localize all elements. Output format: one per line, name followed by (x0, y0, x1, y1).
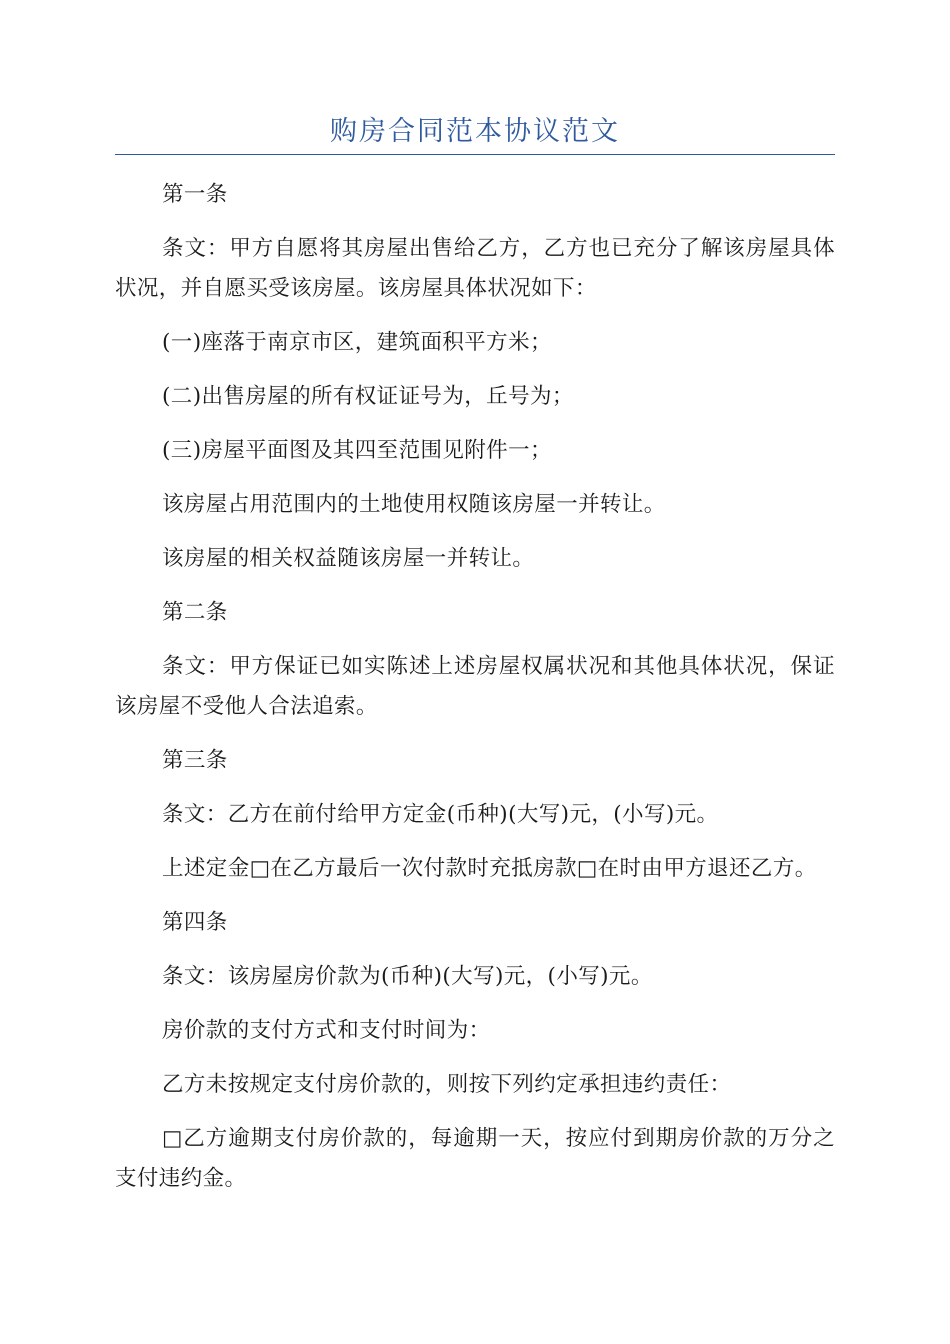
article-heading-2: 第二条 (162, 600, 228, 625)
paragraph: 条文：乙方在前付给甲方定金(币种)(大写)元，(小写)元。 (162, 802, 719, 827)
paragraph: (二)出售房屋的所有权证证号为，丘号为； (162, 384, 574, 409)
paragraph: 该房屋的相关权益随该房屋一并转让。 (162, 546, 535, 571)
document-title: 购房合同范本协议范文 (330, 116, 620, 147)
article-heading-3: 第三条 (162, 748, 228, 773)
document-body (115, 175, 835, 1213)
article-heading-1: 第一条 (162, 182, 228, 207)
paragraph: (一)座落于南京市区，建筑面积平方米； (162, 330, 552, 355)
paragraph: (三)房屋平面图及其四至范围见附件一； (162, 438, 552, 463)
paragraph: 条文：该房屋房价款为(币种)(大写)元，(小写)元。 (162, 964, 653, 989)
paragraph: 房价款的支付方式和支付时间为： (162, 1018, 491, 1043)
paragraph: 该房屋占用范围内的土地使用权随该房屋一并转让。 (162, 492, 666, 517)
paragraph: 条文：甲方自愿将其房屋出售给乙方，乙方也已充分了解该房屋具体状况，并自愿买受该房屋。该房屋具体状况如下： (115, 236, 835, 301)
paragraph: 乙方未按规定支付房价款的，则按下列约定承担违约责任： (162, 1072, 732, 1097)
paragraph: 条文：甲方保证已如实陈述上述房屋权属状况和其他具体状况，保证该房屋不受他人合法追索。 (115, 654, 835, 719)
article-heading-4: 第四条 (162, 910, 228, 935)
paragraph: □乙方逾期支付房价款的，每逾期一天，按应付到期房价款的万分之支付违约金。 (115, 1126, 835, 1191)
paragraph: 上述定金□在乙方最后一次付款时充抵房款□在时由甲方退还乙方。 (162, 856, 817, 881)
title-underline (115, 154, 835, 155)
